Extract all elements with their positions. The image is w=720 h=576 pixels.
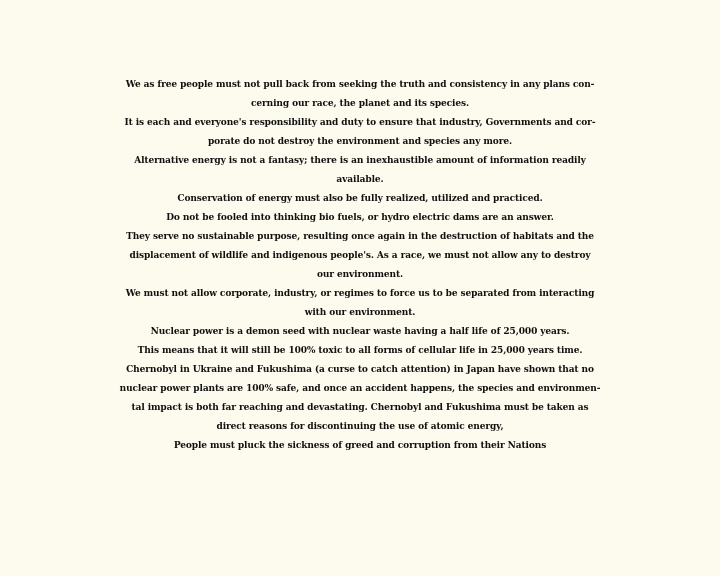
text-line: porate do not destroy the environment and species any more. <box>207 137 513 147</box>
text-line: It is each and everyone's responsibility and duty to ensure that industry, Governments and cor- <box>124 118 596 128</box>
text-line: nuclear power plants are 100% safe, and once an accident happens, the species and environmen- <box>119 384 601 394</box>
text-line: tal impact is both far reaching and devastating. Chernobyl and Fukushima must be taken as <box>131 403 589 413</box>
text-line: Alternative energy is not a fantasy; there is an inexhaustible amount of information readily <box>134 156 586 166</box>
text-line: displacement of wildlife and indigenous people's. As a race, we must not allow any to destroy <box>129 251 591 261</box>
text-line: We as free people must not pull back from seeking the truth and consistency in any plans con- <box>125 80 595 90</box>
text-line: cerning our race, the planet and its species. <box>251 99 469 109</box>
text-line: our environment. <box>316 270 404 280</box>
text-line: direct reasons for discontinuing the use of atomic energy, <box>216 422 504 432</box>
text-line: We must not allow corporate, industry, or regimes to force us to be separated from interacting <box>125 289 595 299</box>
text-line: They serve no sustainable purpose, resulting once again in the destruction of habitats and the <box>126 232 594 242</box>
text-line: Conservation of energy must also be fully realized, utilized and practiced. <box>177 194 543 204</box>
text-line: with our environment. <box>304 308 416 318</box>
text-line: This means that it will still be 100% toxic to all forms of cellular life in 25,000 years time. <box>137 346 583 356</box>
text-line: People must pluck the sickness of greed and corruption from their Nations <box>173 441 547 451</box>
text-line: Do not be fooled into thinking bio fuels, or hydro electric dams are an answer. <box>166 213 554 223</box>
text-line: available. <box>336 175 384 185</box>
text-line: Chernobyl in Ukraine and Fukushima (a curse to catch attention) in Japan have shown that no <box>126 365 594 375</box>
document-body <box>0 76 720 456</box>
text-line: Nuclear power is a demon seed with nuclear waste having a half life of 25,000 years. <box>150 327 570 337</box>
